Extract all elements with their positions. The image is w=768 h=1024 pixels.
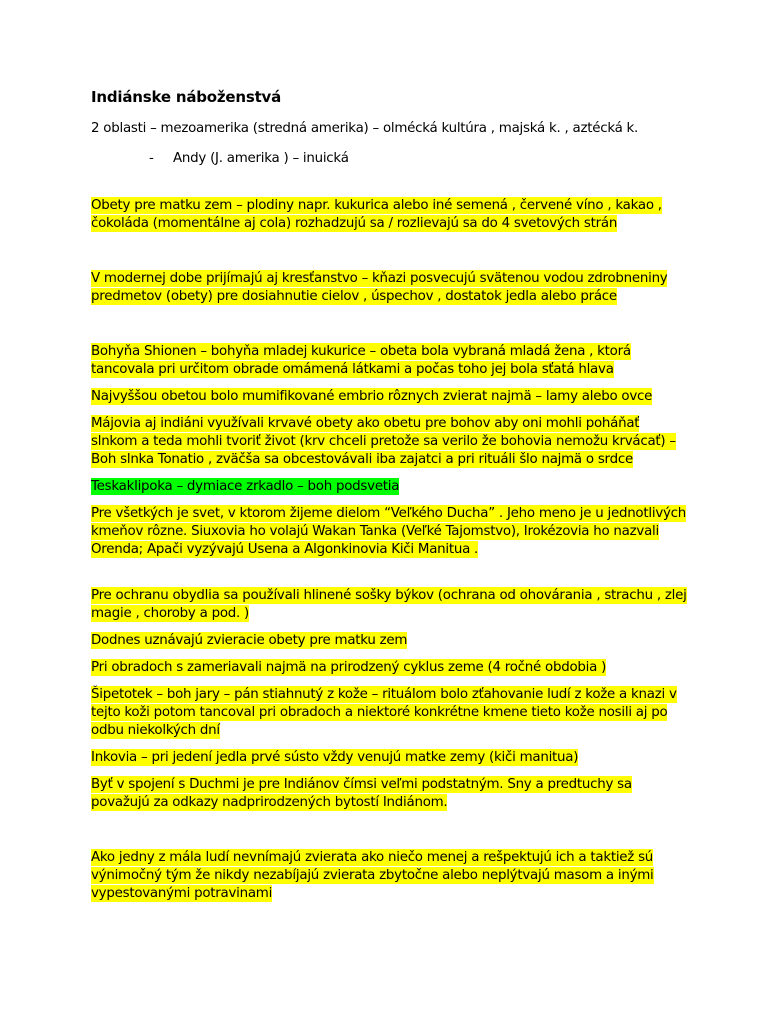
paragraph-bull-figurines xyxy=(91,587,688,623)
highlighted-text: Ako jedny z mála ludí nevnímajú zvierata ako niečo menej a rešpektujú ich a taktiež sú výnimočný tým že nikdy nezabíjajú zvierata zbytočne alebo neplýtvajú masom a inými vypestovanými potravinami xyxy=(91,850,654,901)
paragraph-offerings xyxy=(91,197,688,233)
highlighted-text: Dodnes uznávajú zvieracie obety pre matku zem xyxy=(91,633,408,648)
highlighted-text: Šipetotek – boh jary – pán stiahnutý z kože – rituálom bolo zťahovanie ludí z kože a knazi v tejto koži potom tancoval pri obradoch a niektoré konkrétne kmene tieto kože nosili aj po odbu niekolkých dní xyxy=(91,687,677,738)
highlighted-text: Obety pre matku zem – plodiny napr. kukurica alebo iné semená , červené víno , kakao , čokoláda (momentálne aj cola) rozhadzujú sa / rozlievajú sa do 4 svetových strán xyxy=(91,198,662,231)
highlighted-text: Byť v spojení s Duchmi je pre Indiánov čímsi veľmi podstatným. Sny a predtuchy sa považujú za odkazy nadprirodzených bytostí Indiánom. xyxy=(91,777,632,810)
paragraph-spirits xyxy=(91,776,688,812)
highlighted-text: Májovia aj indiáni využívali krvavé obety ako obetu pre bohov aby oni mohli poháňať slnkom a teda mohli tvoriť život (krv chceli pretože sa verilo že bohovia nemožu krvácať) – Boh slnka Tonatio , zväčša sa obcestovávali iba zajatci a pri rituáli šlo najmä o srdce xyxy=(91,416,676,467)
paragraph-animal-offerings xyxy=(91,632,688,650)
intro-line: 2 oblasti – mezoamerika (stredná amerika) – olmécká kultúra , majská k. , aztécká k. xyxy=(91,121,639,136)
document-title: Indiánske náboženstvá xyxy=(91,88,282,106)
paragraph-embryo xyxy=(91,388,688,406)
highlighted-text: Najvyššou obetou bolo mumifikované embrio rôznych zvierat najmä – lamy alebo ovce xyxy=(91,389,653,404)
paragraph-great-spirit xyxy=(91,505,688,559)
highlighted-text: Bohyňa Shionen – bohyňa mladej kukurice – obeta bola vybraná mladá žena , ktorá tancovala pri určitom obrade omámená látkami a počas toho jej bola sťatá hlava xyxy=(91,344,631,377)
paragraph-inca xyxy=(91,749,688,767)
bullet-text: Andy (J. amerika ) – inuická xyxy=(173,151,349,166)
bullet-marker: - xyxy=(149,151,154,166)
highlighted-text: V modernej dobe prijímajú aj kresťanstvo – kňazi posvecujú svätenou vodou zdrobneniny predmetov (obety) pre dosiahnutie cielov , úspechov , dostatok jedla alebo práce xyxy=(91,271,668,304)
paragraph-blood-offerings xyxy=(91,415,688,469)
paragraph-teskaklipoka xyxy=(91,478,688,496)
paragraph-shionen xyxy=(91,343,688,379)
paragraph-animals-respect xyxy=(91,849,688,903)
highlighted-text: Pre všetkých je svet, v ktorom žijeme dielom “Veľkého Ducha” . Jeho meno je u jednotlivých kmeňov rôzne. Siuxovia ho volajú Wakan Tanka (Veľké Tajomstvo), Irokézovia ho nazvali Orenda; Apači vyzývajú Usena a Algonkinovia Kiči Manitua . xyxy=(91,506,687,557)
highlighted-text: Pre ochranu obydlia sa používali hlinené sošky býkov (ochrana od ohovárania , strachu , zlej magie , choroby a pod. ) xyxy=(91,588,687,621)
paragraph-seasons xyxy=(91,659,688,677)
paragraph-christianity xyxy=(91,270,688,306)
highlighted-text: Teskaklipoka – dymiace zrkadlo – boh podsvetia xyxy=(91,479,400,494)
bullet-item xyxy=(91,150,688,168)
highlighted-text: Inkovia – pri jedení jedla prvé sústo vždy venujú matke zemy (kiči manitua) xyxy=(91,750,579,765)
highlighted-text: Pri obradoch s zameriavali najmä na prirodzený cyklus zeme (4 ročné obdobia ) xyxy=(91,660,607,675)
paragraph-sipetotek xyxy=(91,686,688,740)
